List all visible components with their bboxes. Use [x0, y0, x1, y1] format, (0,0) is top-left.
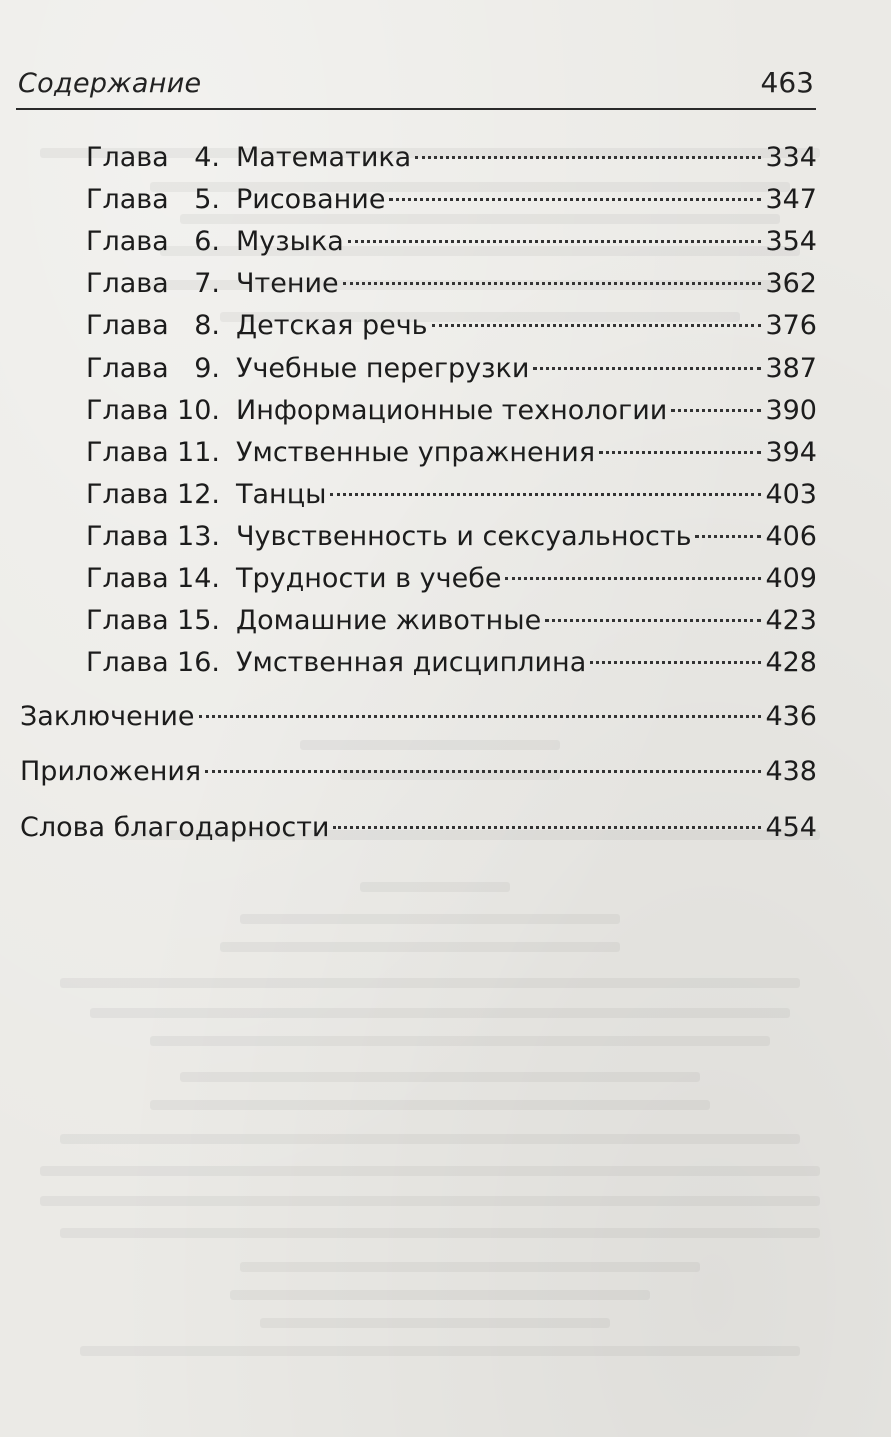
chapter-prefix: Глава — [86, 478, 169, 510]
chapter-number: 15. — [177, 605, 220, 637]
chapter-page-number: 347 — [765, 184, 817, 216]
toc-entry — [236, 179, 817, 221]
chapter-prefix: Глава — [86, 184, 169, 216]
chapter-page-number: 423 — [765, 605, 817, 637]
chapter-prefix: Глава — [86, 142, 169, 173]
chapter-number: 13. — [177, 520, 220, 552]
chapter-page-number: 403 — [765, 478, 817, 510]
dot-leader — [415, 156, 761, 159]
chapter-page-number: 428 — [765, 647, 817, 679]
chapter-title: Умственная дисциплина — [236, 647, 587, 679]
chapter-title: Информационные технологии — [236, 394, 668, 426]
chapter-number: 7. — [194, 268, 220, 300]
toc-chapter-row — [0, 179, 891, 221]
toc-entry — [20, 751, 817, 793]
toc-chapter-row — [0, 474, 891, 516]
section-page-number: 454 — [765, 812, 817, 843]
chapter-page-number: 362 — [765, 268, 817, 300]
chapter-number: 4. — [194, 142, 220, 173]
dot-leader — [671, 409, 761, 412]
chapter-number: 5. — [194, 184, 220, 216]
dot-leader — [590, 661, 761, 664]
toc-chapter-row — [0, 221, 891, 263]
toc-entry — [20, 696, 817, 738]
section-page-number: 436 — [765, 701, 817, 732]
chapter-prefix: Глава — [86, 520, 169, 552]
chapter-title: Танцы — [236, 478, 327, 510]
chapter-prefix: Глава — [86, 436, 169, 468]
chapter-page-number: 376 — [765, 310, 817, 342]
chapter-prefix: Глава — [86, 352, 169, 384]
toc-entry — [236, 516, 817, 558]
toc-chapter-row — [0, 348, 891, 390]
chapter-number: 6. — [194, 226, 220, 258]
dot-leader — [505, 577, 761, 580]
chapter-prefix: Глава — [86, 605, 169, 637]
chapter-page-number: 334 — [765, 142, 817, 173]
chapter-title: Умственные упражнения — [236, 436, 596, 468]
chapter-page-number: 406 — [765, 520, 817, 552]
chapter-title: Математика — [236, 142, 412, 173]
toc-entry — [236, 348, 817, 390]
dot-leader — [695, 535, 761, 538]
dot-leader — [348, 240, 762, 243]
dot-leader — [343, 282, 762, 285]
toc-chapter-row — [0, 558, 891, 600]
dot-leader — [199, 715, 762, 718]
section-page-number: 438 — [765, 756, 817, 787]
toc-chapter-row — [0, 642, 891, 684]
chapter-page-number: 390 — [765, 394, 817, 426]
chapter-title: Рисование — [236, 184, 386, 216]
toc-chapter-row — [0, 390, 891, 432]
toc-entry — [236, 263, 817, 305]
section-title: Заключение — [20, 701, 195, 732]
toc-entry — [236, 305, 817, 347]
header-title: Содержание — [18, 68, 202, 99]
chapter-page-number: 387 — [765, 352, 817, 384]
chapter-title: Чтение — [236, 268, 339, 300]
toc-entry — [236, 474, 817, 516]
chapter-number: 14. — [177, 563, 220, 594]
chapter-title: Домашние животные — [236, 605, 542, 637]
toc-entry — [236, 390, 817, 432]
toc-entry — [236, 600, 817, 642]
chapter-number: 12. — [177, 478, 220, 510]
chapter-page-number: 409 — [765, 563, 817, 594]
toc-chapter-row — [0, 432, 891, 474]
chapter-title: Детская речь — [236, 310, 428, 342]
chapter-prefix: Глава — [86, 394, 169, 426]
toc-section-row — [0, 696, 891, 738]
section-title: Слова благодарности — [20, 812, 330, 843]
chapter-prefix: Глава — [86, 268, 169, 300]
chapter-page-number: 394 — [765, 436, 817, 468]
chapter-prefix: Глава — [86, 563, 169, 594]
chapter-title: Учебные перегрузки — [236, 352, 530, 384]
toc-chapter-row — [0, 263, 891, 305]
toc-entry — [236, 642, 817, 684]
header-page-number: 463 — [760, 66, 814, 99]
chapter-number: 10. — [177, 394, 220, 426]
chapter-title: Музыка — [236, 226, 344, 258]
toc-chapter-row — [0, 305, 891, 347]
running-header — [16, 64, 816, 110]
dot-leader — [330, 493, 761, 496]
toc-entry — [20, 807, 817, 849]
chapter-page-number: 354 — [765, 226, 817, 258]
dot-leader — [333, 826, 761, 829]
dot-leader — [533, 367, 761, 370]
section-title: Приложения — [20, 756, 202, 787]
chapter-number: 11. — [177, 436, 220, 468]
toc-chapter-row — [0, 516, 891, 558]
toc-section-row — [0, 751, 891, 793]
dot-leader — [545, 619, 761, 622]
toc-entry — [236, 558, 817, 600]
dot-leader — [432, 324, 762, 327]
chapter-number: 8. — [194, 310, 220, 342]
chapter-prefix: Глава — [86, 310, 169, 342]
toc-entry — [236, 432, 817, 474]
toc-section-row — [0, 807, 891, 849]
dot-leader — [205, 770, 761, 773]
toc-chapter-row — [0, 600, 891, 642]
chapter-title: Чувственность и сексуальность — [236, 520, 692, 552]
toc-chapter-row — [0, 137, 891, 179]
chapter-number: 16. — [177, 647, 220, 679]
chapter-prefix: Глава — [86, 226, 169, 258]
dot-leader — [599, 451, 761, 454]
chapter-title: Трудности в учебе — [236, 563, 502, 594]
chapter-number: 9. — [194, 352, 220, 384]
toc-entry — [236, 137, 817, 179]
dot-leader — [389, 198, 761, 201]
chapter-prefix: Глава — [86, 647, 169, 679]
toc-entry — [236, 221, 817, 263]
